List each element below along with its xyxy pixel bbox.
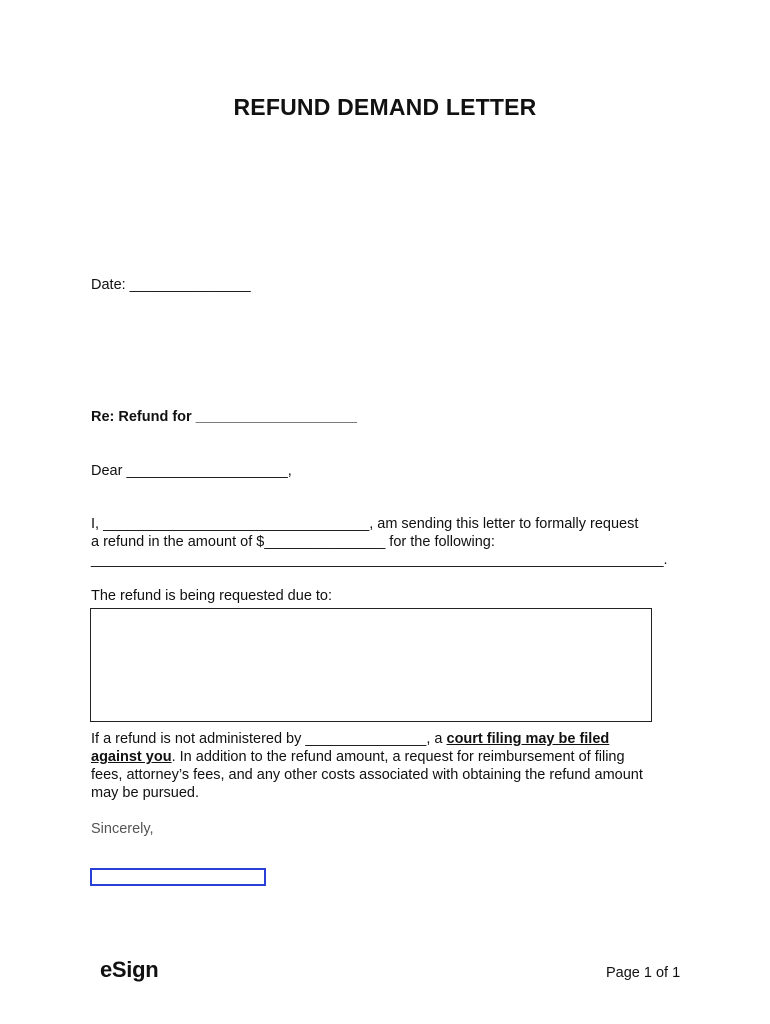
date-line: Date: _______________: [91, 277, 251, 293]
consequence-line-1: [91, 730, 609, 748]
consequence-line-4: may be pursued.: [91, 785, 200, 801]
against-you-emphasis: against you: [91, 749, 172, 765]
re-line: Re: Refund for ____________________: [91, 409, 357, 425]
request-line-1: I, _________________________________, am sending this letter to formally request: [91, 516, 639, 532]
consequence-text: If a refund is not administered by _______________, a: [91, 731, 447, 747]
consequence-line-2: [91, 748, 625, 766]
request-line-2: a refund in the amount of $_______________ for the following:: [91, 534, 495, 550]
request-line-3: _______________________________________________________________________.: [91, 552, 668, 568]
closing-line: Sincerely,: [91, 821, 154, 837]
document-title: REFUND DEMAND LETTER: [233, 94, 537, 120]
page-number: Page 1 of 1: [606, 965, 681, 981]
reason-text-box[interactable]: [90, 608, 652, 722]
reason-label: The refund is being requested due to:: [91, 588, 333, 604]
signature-field[interactable]: [90, 868, 266, 886]
consequence-text: . In addition to the refund amount, a request for reimbursement of filing: [171, 749, 625, 765]
consequence-line-3: fees, attorney’s fees, and any other costs associated with obtaining the refund amount: [91, 767, 643, 783]
court-filing-emphasis: court filing may be filed: [446, 731, 610, 747]
salutation-line: Dear ____________________,: [91, 463, 292, 479]
esign-logo: eSign: [100, 957, 159, 982]
